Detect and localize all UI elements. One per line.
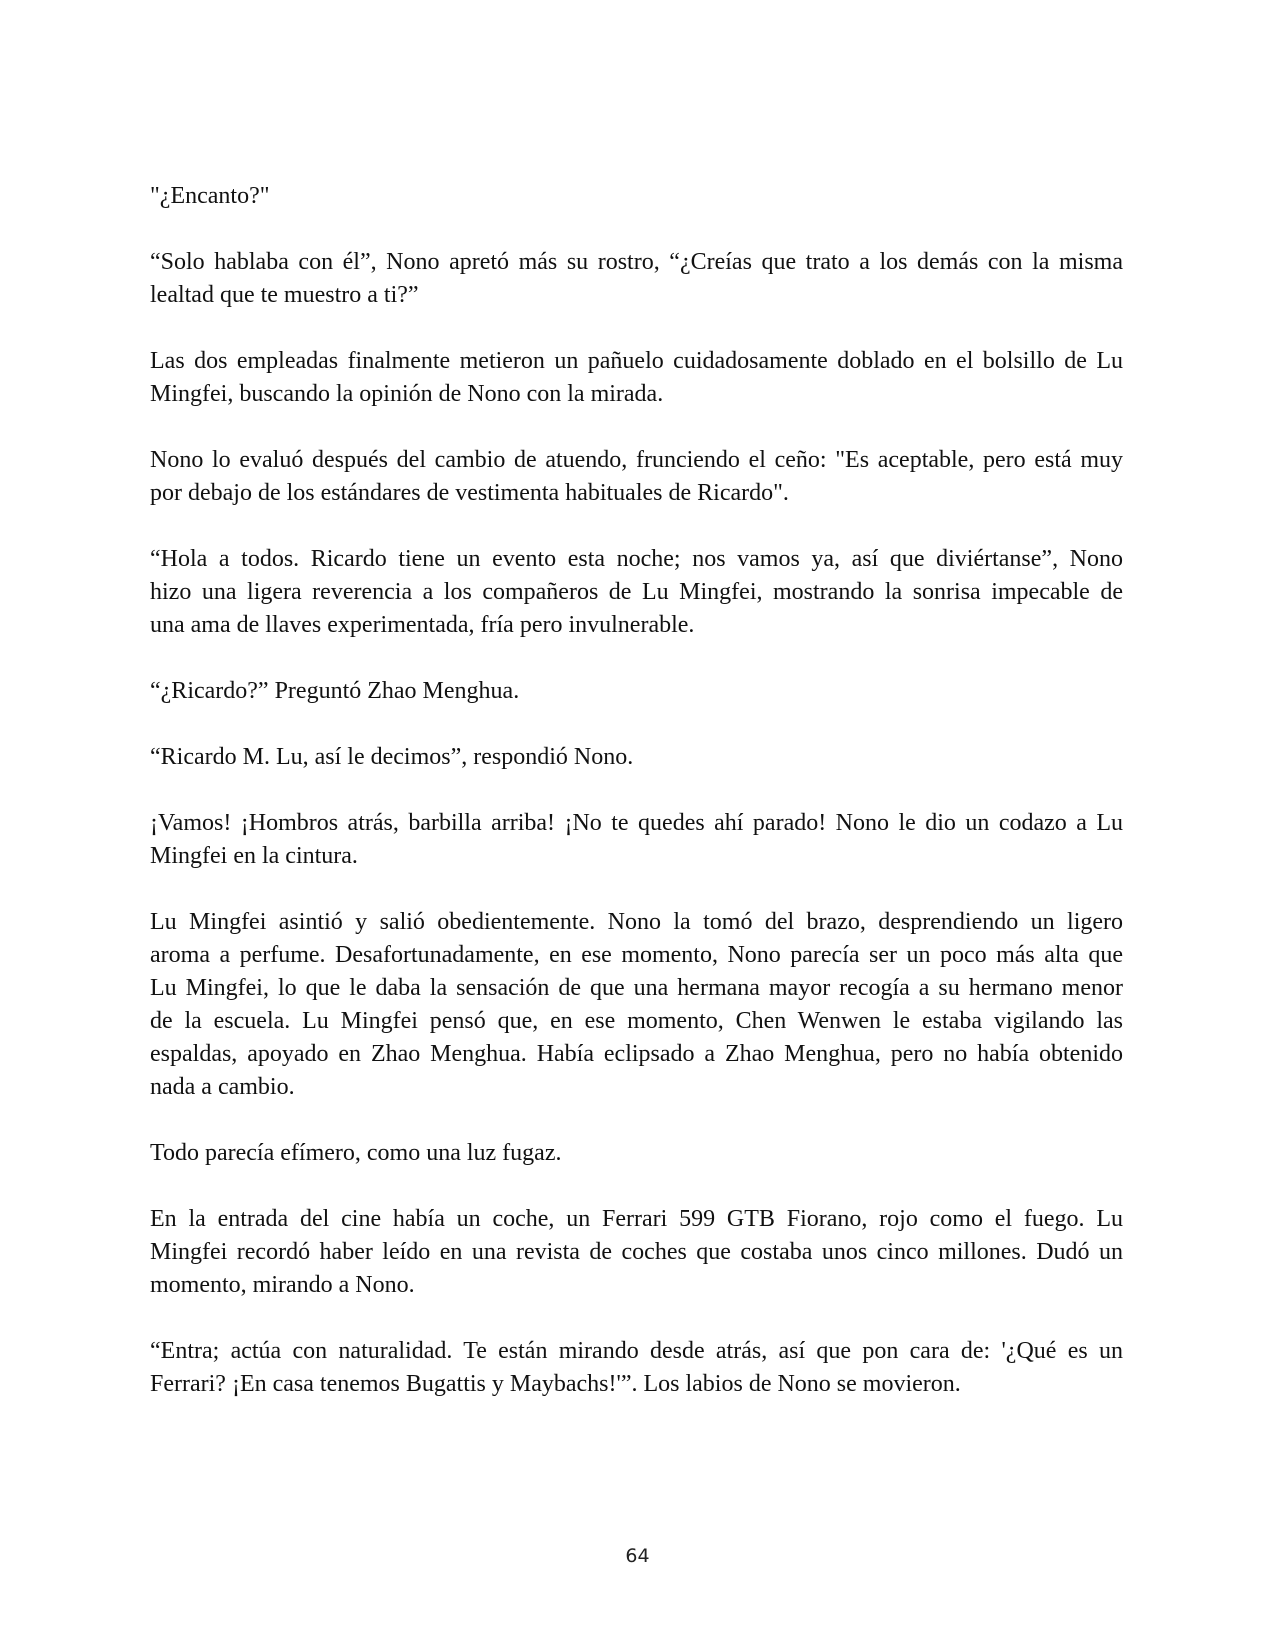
text-line: “¿Ricardo?” Preguntó Zhao Menghua. <box>150 678 520 704</box>
body-text <box>150 180 1123 1434</box>
text-line: una ama de llaves experimentada, fría pero invulnerable. <box>150 612 695 638</box>
text-line: hizo una ligera reverencia a los compañeros de Lu Mingfei, mostrando la sonrisa impecable de <box>150 579 1123 605</box>
paragraph <box>150 246 1123 312</box>
text-line: Lu Mingfei asintió y salió obedientemente. Nono la tomó del brazo, desprendiendo un ligero <box>150 909 1123 935</box>
text-line: de la escuela. Lu Mingfei pensó que, en ese momento, Chen Wenwen le estaba vigilando las <box>150 1008 1123 1034</box>
text-line: Mingfei recordó haber leído en una revista de coches que costaba unos cinco millones. Dudó un <box>150 1239 1123 1265</box>
text-line: ¡Vamos! ¡Hombros atrás, barbilla arriba! ¡No te quedes ahí parado! Nono le dio un codazo a Lu <box>150 810 1123 836</box>
text-line: Todo parecía efímero, como una luz fugaz. <box>150 1140 562 1166</box>
text-line: nada a cambio. <box>150 1074 295 1100</box>
text-line: espaldas, apoyado en Zhao Menghua. Había eclipsado a Zhao Menghua, pero no había obtenido <box>150 1041 1123 1067</box>
text-line: "¿Encanto?" <box>150 183 270 209</box>
text-line: Mingfei, buscando la opinión de Nono con la mirada. <box>150 381 664 407</box>
text-line: Nono lo evaluó después del cambio de atuendo, frunciendo el ceño: "Es aceptable, pero está muy <box>150 447 1123 473</box>
text-line: “Solo hablaba con él”, Nono apretó más su rostro, “¿Creías que trato a los demás con la misma <box>150 249 1123 275</box>
text-line: “Hola a todos. Ricardo tiene un evento esta noche; nos vamos ya, así que diviértanse”, Nono <box>150 546 1123 572</box>
text-line: Las dos empleadas finalmente metieron un pañuelo cuidadosamente doblado en el bolsillo de Lu <box>150 348 1123 374</box>
paragraph <box>150 345 1123 411</box>
text-line: “Ricardo M. Lu, así le decimos”, respondió Nono. <box>150 744 634 770</box>
text-line: Lu Mingfei, lo que le daba la sensación de que una hermana mayor recogía a su hermano menor <box>150 975 1123 1001</box>
paragraph <box>150 1335 1123 1401</box>
paragraph <box>150 675 1123 708</box>
paragraph <box>150 1203 1123 1302</box>
paragraph <box>150 543 1123 642</box>
paragraph <box>150 906 1123 1104</box>
paragraph <box>150 1137 1123 1170</box>
text-line: momento, mirando a Nono. <box>150 1272 415 1298</box>
paragraph <box>150 180 1123 213</box>
text-line: por debajo de los estándares de vestimenta habituales de Ricardo". <box>150 480 789 506</box>
paragraph <box>150 807 1123 873</box>
text-line: Ferrari? ¡En casa tenemos Bugattis y Maybachs!'”. Los labios de Nono se movieron. <box>150 1371 961 1397</box>
text-line: Mingfei en la cintura. <box>150 843 358 869</box>
paragraph <box>150 741 1123 774</box>
paragraph <box>150 444 1123 510</box>
page-number: 64 <box>625 1545 650 1567</box>
text-line: “Entra; actúa con naturalidad. Te están mirando desde atrás, así que pon cara de: '¿Qué es un <box>150 1338 1123 1364</box>
text-line: En la entrada del cine había un coche, un Ferrari 599 GTB Fiorano, rojo como el fuego. Lu <box>150 1206 1123 1232</box>
text-line: aroma a perfume. Desafortunadamente, en ese momento, Nono parecía ser un poco más alta que <box>150 942 1123 968</box>
text-line: lealtad que te muestro a ti?” <box>150 282 419 308</box>
